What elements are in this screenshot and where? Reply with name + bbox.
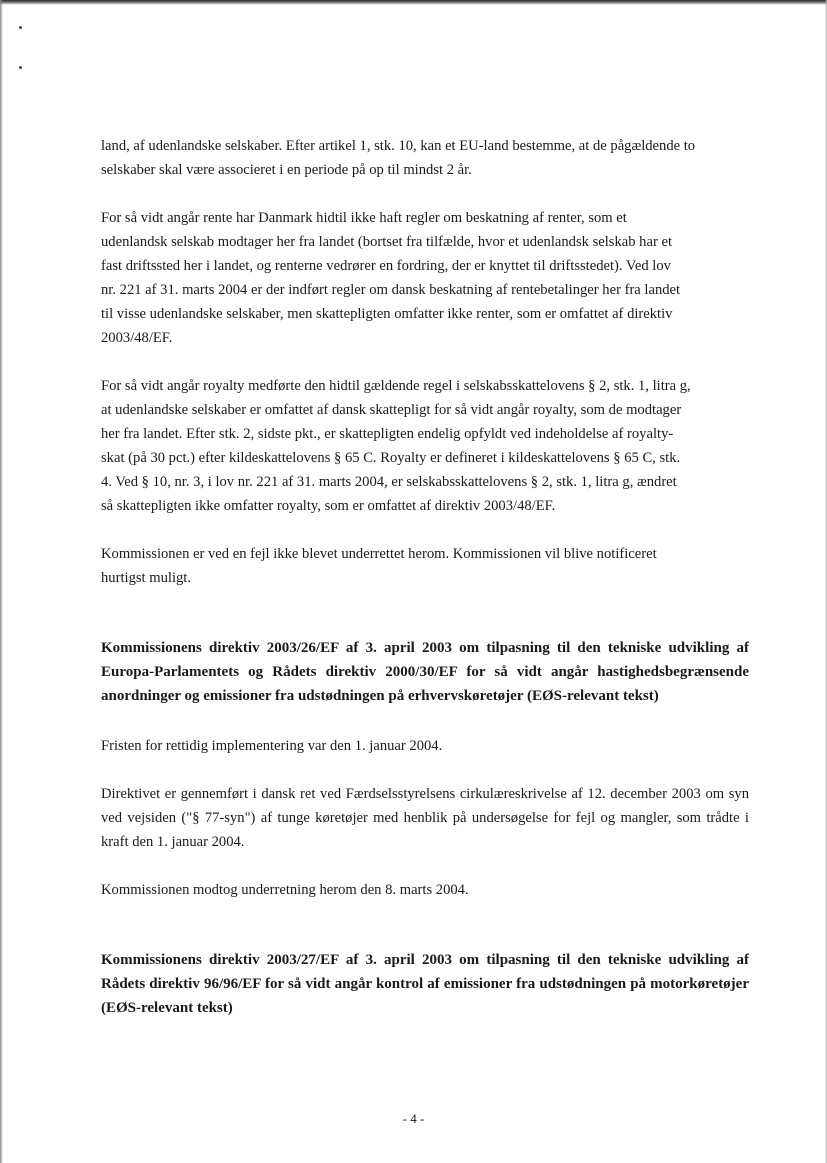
paragraph-implementation: Direktivet er gennemført i dansk ret ved Færdselsstyrelsens cirkulæreskrivelse af 12. december 2003 om syn ved vejsiden ("§ 77-syn") af tunge køretøjer med henblik på undersøgelse for fejl og mangler, som trådte i kraft den 1. januar 2004. [101, 786, 749, 850]
scan-speck [19, 66, 22, 69]
section-heading-directive-2003-27: Kommissionens direktiv 2003/27/EF af 3. april 2003 om tilpasning til den tekniske udvikling af Rådets direktiv 96/96/EF for så vidt angår kontrol af emissioner fra udstødningen på motorkøretøjer (EØS-relevant tekst) [101, 952, 749, 1016]
scan-left-edge [0, 0, 3, 1163]
paragraph-interest: For så vidt angår rente har Danmark hidtil ikke haft regler om beskatning af renter, som et udenlandsk selskab modtager her fra landet (bortset fra tilfælde, hvor et udenlandsk selskab har et fast driftssted her i landet, og renterne vedrører en fordring, der er knyttet til driftsstedet). Ved lov nr. 221 af 31. marts 2004 er der indført regler om dansk beskatning af rentebetalinger her fra landet til visse udenlandske selskaber, men skattepligten omfatter ikke renter, som er omfattet af direktiv 2003/48/EF. [101, 210, 681, 346]
page-number: - 4 - [402, 1111, 425, 1126]
scan-speck [19, 26, 22, 29]
paragraph-associated-companies: land, af udenlandske selskaber. Efter artikel 1, stk. 10, kan et EU-land bestemme, at de pågældende to selskaber skal være associeret i en periode på op til mindst 2 år. [101, 138, 696, 178]
scan-top-edge [0, 0, 827, 5]
document-body [101, 134, 749, 1020]
paragraph-notification: Kommissionen modtog underretning herom den 8. marts 2004. [101, 882, 469, 898]
section-heading-directive-2003-26: Kommissionens direktiv 2003/26/EF af 3. april 2003 om tilpasning til den tekniske udvikling af Europa-Parlamentets og Rådets direktiv 2000/30/EF for så vidt angår hastighedsbegrænsende anordninger og emissioner fra udstødningen på erhvervskøretøjer (EØS-relevant tekst) [101, 640, 749, 704]
paragraph-deadline: Fristen for rettidig implementering var den 1. januar 2004. [101, 738, 443, 754]
paragraph-royalty: For så vidt angår royalty medførte den hidtil gældende regel i selskabsskattelovens § 2, stk. 1, litra g, at udenlandske selskaber er omfattet af dansk skattepligt for så vidt angår royalty, som de modtager her fra landet. Efter stk. 2, sidste pkt., er skattepligten endelig opfyldt ved indeholdelse af royalty-skat (på 30 pct.) efter kildeskattelovens § 65 C. Royalty er defineret i kildeskattelovens § 65 C, stk. 4. Ved § 10, nr. 3, i lov nr. 221 af 31. marts 2004, er selskabsskattelovens § 2, stk. 1, litra g, ændret så skattepligten ikke omfatter royalty, som er omfattet af direktiv 2003/48/EF. [101, 378, 691, 514]
paragraph-commission-notice: Kommissionen er ved en fejl ikke blevet underrettet herom. Kommissionen vil blive notificeret hurtigst muligt. [101, 546, 657, 586]
